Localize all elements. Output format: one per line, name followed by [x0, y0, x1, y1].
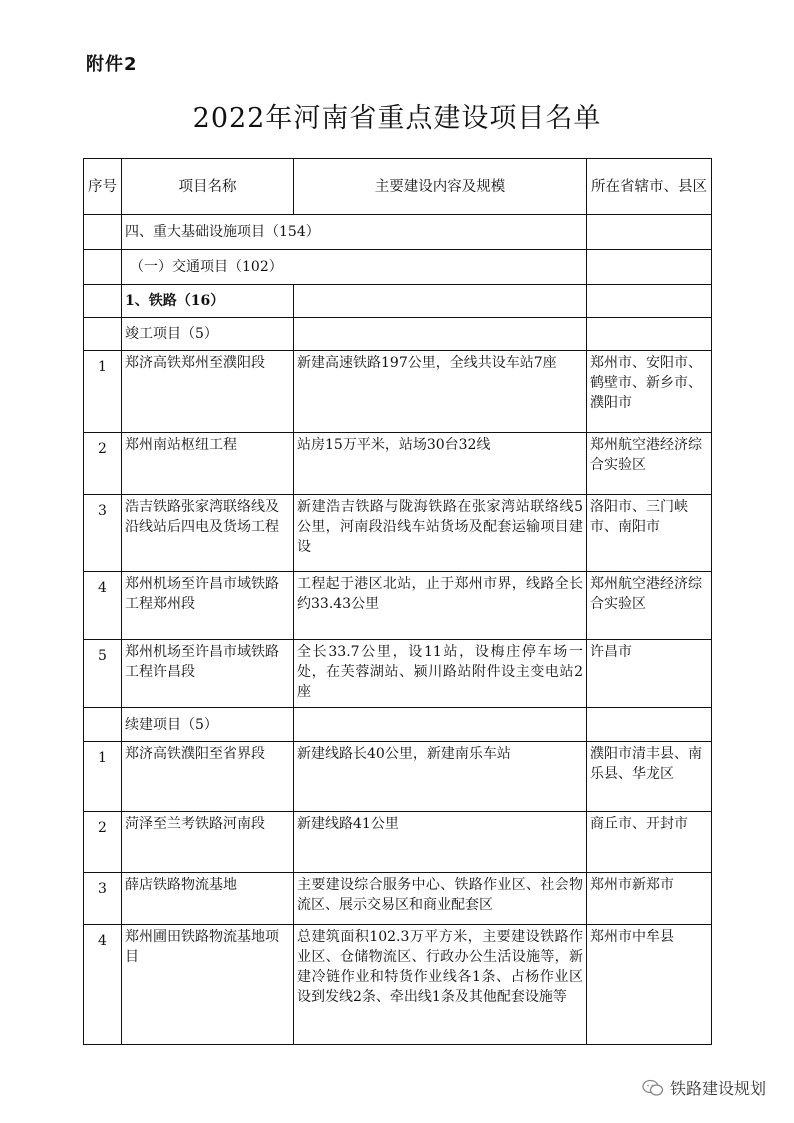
- row-scale: 新建线路41公里: [294, 812, 587, 873]
- row-name: 菏泽至兰考铁路河南段: [122, 812, 294, 873]
- section-row-continued: [84, 708, 712, 742]
- wechat-icon: [642, 1079, 664, 1097]
- row-location: 郑州市、安阳市、鹤壁市、新乡市、濮阳市: [587, 351, 712, 433]
- row-scale: 站房15万平米，站场30台32线: [294, 433, 587, 495]
- row-name: 郑州圃田铁路物流基地项目: [122, 925, 294, 1045]
- row-name: 浩吉铁路张家湾联络线及沿线站后四电及货场工程: [122, 495, 294, 572]
- row-no: 5: [84, 640, 122, 708]
- row-name: 郑州机场至许昌市域铁路工程许昌段: [122, 640, 294, 708]
- row-scale: 新建浩吉铁路与陇海铁路在张家湾站联络线5公里，河南段沿线车站货场及配套运输项目建设: [294, 495, 587, 572]
- section-major: 四、重大基础设施项目（154）: [122, 215, 587, 250]
- table-row: [84, 925, 712, 1045]
- section-row-major: [84, 215, 712, 250]
- table-row: [84, 873, 712, 925]
- row-name: 郑州机场至许昌市域铁路工程郑州段: [122, 572, 294, 640]
- row-location: 濮阳市清丰县、南乐县、华龙区: [587, 742, 712, 812]
- header-scale: 主要建设内容及规模: [294, 159, 587, 215]
- row-scale: 新建线路长40公里，新建南乐车站: [294, 742, 587, 812]
- table-row: [84, 433, 712, 495]
- section-continued: 续建项目（5）: [122, 708, 294, 742]
- row-scale: 全长33.7公里，设11站，设梅庄停车场一处，在芙蓉湖站、颍川路站附件设主变电站2座: [294, 640, 587, 708]
- header-name: 项目名称: [122, 159, 294, 215]
- row-location: 洛阳市、三门峡市、南阳市: [587, 495, 712, 572]
- row-no: 2: [84, 812, 122, 873]
- watermark-text: 铁路建设规划: [669, 1079, 766, 1098]
- table-row: [84, 572, 712, 640]
- row-no: 4: [84, 572, 122, 640]
- section-completed: 竣工项目（5）: [122, 318, 294, 351]
- row-scale: 工程起于港区北站，止于郑州市界，线路全长约33.43公里: [294, 572, 587, 640]
- row-no: 1: [84, 742, 122, 812]
- table-row: [84, 742, 712, 812]
- row-scale: 总建筑面积102.3万平方米，主要建设铁路作业区、仓储物流区、行政办公生活设施等，新建冷链作业和特货作业线各1条、占杨作业区设到发线2条、牵出线1条及其他配套设施等: [294, 925, 587, 1045]
- watermark: [642, 1076, 766, 1099]
- row-no: 1: [84, 351, 122, 433]
- row-scale: 主要建设综合服务中心、铁路作业区、社会物流区、展示交易区和商业配套区: [294, 873, 587, 925]
- row-name: 郑州南站枢纽工程: [122, 433, 294, 495]
- row-location: 郑州市中牟县: [587, 925, 712, 1045]
- row-scale: 新建高速铁路197公里，全线共设车站7座: [294, 351, 587, 433]
- section-row-railway: [84, 285, 712, 318]
- table-row: [84, 495, 712, 572]
- table-header-row: [84, 159, 712, 215]
- row-no: 2: [84, 433, 122, 495]
- section-transport: （一）交通项目（102）: [122, 250, 587, 285]
- row-no: 3: [84, 495, 122, 572]
- row-location: 郑州航空港经济综合实验区: [587, 433, 712, 495]
- header-no: 序号: [84, 159, 122, 215]
- page-title: 2022年河南省重点建设项目名单: [192, 103, 602, 134]
- row-name: 郑济高铁濮阳至省界段: [122, 742, 294, 812]
- section-railway: 1、铁路（16）: [122, 285, 294, 318]
- table-row: [84, 351, 712, 433]
- project-table: [83, 158, 712, 1045]
- table-row: [84, 640, 712, 708]
- row-no: 4: [84, 925, 122, 1045]
- section-row-completed: [84, 318, 712, 351]
- row-location: 商丘市、开封市: [587, 812, 712, 873]
- row-no: 3: [84, 873, 122, 925]
- row-location: 许昌市: [587, 640, 712, 708]
- row-location: 郑州市新郑市: [587, 873, 712, 925]
- row-location: 郑州航空港经济综合实验区: [587, 572, 712, 640]
- section-row-transport: [84, 250, 712, 285]
- table-row: [84, 812, 712, 873]
- row-name: 郑济高铁郑州至濮阳段: [122, 351, 294, 433]
- header-location: 所在省辖市、县区: [587, 159, 712, 215]
- row-name: 薛店铁路物流基地: [122, 873, 294, 925]
- attachment-label: 附件2: [86, 54, 138, 75]
